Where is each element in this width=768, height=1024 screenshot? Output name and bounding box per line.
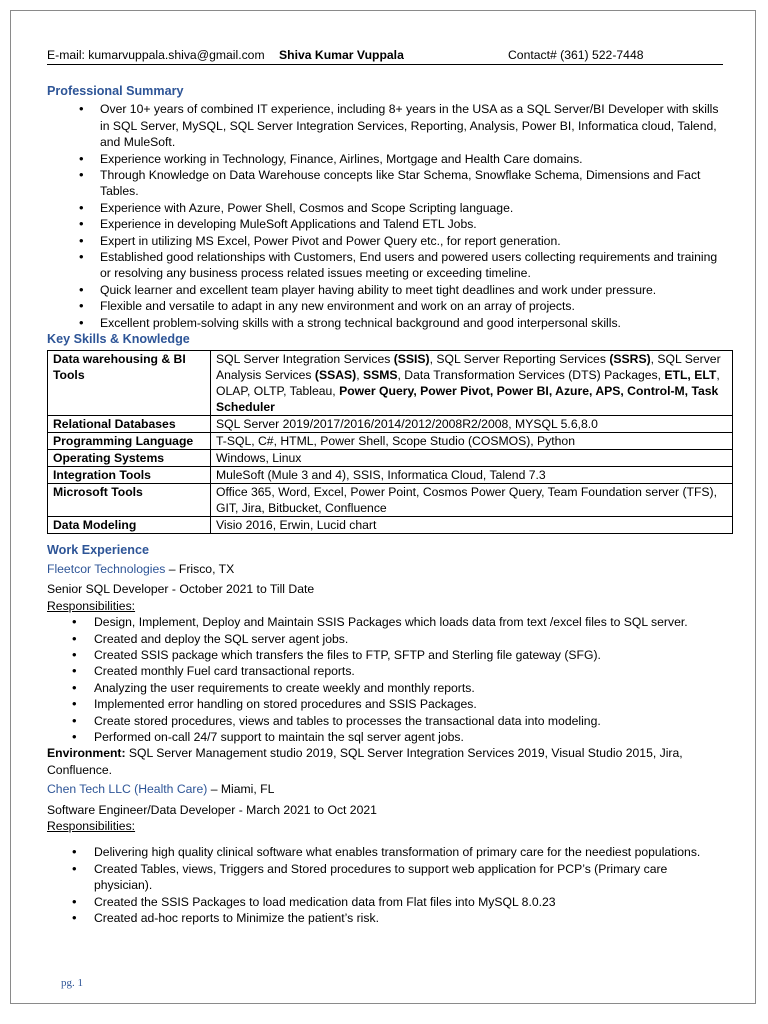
skill-text: , Data Transformation Services (DTS) Packages,: [397, 367, 665, 382]
summary-list: [47, 101, 723, 331]
header-name: Shiva Kumar Vuppala: [279, 48, 404, 62]
skill-text-bold: ETL, ELT: [664, 367, 717, 382]
resume-page: [10, 10, 756, 1004]
skill-value: SQL Server 2019/2017/2016/2014/2012/2008R2/2008, MYSQL 5.6,8.0: [211, 415, 733, 432]
responsibilities-label: Responsibilities:: [47, 598, 136, 613]
responsibilities-label: Responsibilities:: [47, 819, 136, 833]
skill-text-bold: (SSRS): [609, 351, 651, 366]
skills-title: Key Skills & Knowledge: [47, 332, 190, 347]
list-item: • Delivering high quality clinical software what enables transformation of primary care for the neediest populations.: [47, 844, 723, 860]
job-environment: [47, 745, 723, 778]
summary-item: • Experience working in Technology, Finance, Airlines, Mortgage and Health Care domains.: [47, 151, 723, 167]
skill-category: Data warehousing & BI Tools: [48, 350, 211, 415]
skill-text: , SQL Server Reporting Services: [429, 351, 610, 366]
list-item: • Created and deploy the SQL server agent jobs.: [47, 631, 723, 647]
list-item: • Create stored procedures, views and tables to processes the transactional data into modeling.: [47, 713, 723, 729]
skill-category: Programming Language: [48, 432, 211, 449]
skill-category: Microsoft Tools: [48, 483, 211, 516]
skill-text-bold: Power Query, Power Pivot, Power BI, Azure, APS, Control-M, Task Scheduler: [216, 383, 719, 414]
skill-text: SQL Server Integration Services: [216, 351, 394, 366]
table-row: [48, 466, 733, 483]
skill-value: Visio 2016, Erwin, Lucid chart: [211, 516, 733, 533]
company-name: Chen Tech LLC (Health Care): [47, 782, 208, 797]
table-row: [48, 483, 733, 516]
summary-item: • Expert in utilizing MS Excel, Power Pivot and Power Query etc., for report generation.: [47, 233, 723, 249]
skill-value: Office 365, Word, Excel, Power Point, Cosmos Power Query, Team Foundation server (TFS), GIT, Jira, Bitbucket, Confluence: [211, 483, 733, 516]
company-location: – Frisco, TX: [165, 561, 235, 576]
environment-text: SQL Server Management studio 2019, SQL Server Integration Services 2019, Visual Studio 2015, Jira, Confluence.: [47, 746, 683, 777]
skill-text: ,: [356, 367, 363, 382]
header-email: E-mail: kumarvuppala.shiva@gmail.com: [47, 48, 265, 62]
table-row: [48, 432, 733, 449]
skill-category: Relational Databases: [48, 415, 211, 432]
skill-value: T-SQL, C#, HTML, Power Shell, Scope Studio (COSMOS), Python: [211, 432, 733, 449]
list-item: • Created monthly Fuel card transactional reports.: [47, 663, 723, 679]
list-item: • Created Tables, views, Triggers and Stored procedures to support web application for PCP’s (Primary care physician).: [47, 861, 723, 894]
summary-item: • Excellent problem-solving skills with a strong technical background and good interpersonal skills.: [47, 315, 723, 331]
responsibilities-list: [47, 614, 723, 745]
skill-value: [211, 350, 733, 415]
skill-text-bold: (SSIS): [393, 351, 430, 366]
skill-text: , SQL Server Analysis Services: [216, 351, 721, 382]
summary-item: • Established good relationships with Customers, End users and powered users collecting requirements and training or resolving any business process related issues meeting or exceeding timeline.: [47, 249, 723, 282]
job-company: [47, 781, 723, 797]
summary-item: • Quick learner and excellent team player having ability to meet tight deadlines and work under pressure.: [47, 282, 723, 298]
job-role: Senior SQL Developer - October 2021 to Till Date: [47, 582, 315, 597]
skill-category: Data Modeling: [48, 516, 211, 533]
summary-item: • Flexible and versatile to adapt in any new environment and work on an array of projects.: [47, 298, 723, 314]
table-row: [48, 350, 733, 415]
table-row: [48, 516, 733, 533]
skill-text-bold: SSMS: [362, 367, 398, 382]
table-row: [48, 449, 733, 466]
resume-header: [47, 47, 723, 63]
skills-table: [47, 350, 733, 534]
responsibilities-list: [47, 844, 723, 926]
skill-category: Integration Tools: [48, 466, 211, 483]
header-contact: Contact# (361) 522-7448: [508, 48, 644, 62]
list-item: • Created ad-hoc reports to Minimize the patient’s risk.: [47, 910, 723, 926]
summary-item: • Over 10+ years of combined IT experience, including 8+ years in the USA as a SQL Server/BI Developer with skills in SQL Server, MySQL, SQL Server Integration Services, Reporting, Analysis, Power BI, Informatica cloud, Talend, and MuleSoft.: [47, 101, 723, 150]
summary-item: • Through Knowledge on Data Warehouse concepts like Star Schema, Snowflake Schema, Dimensions and Fact Tables.: [47, 167, 723, 200]
list-item: • Created the SSIS Packages to load medication data from Flat files into MySQL 8.0.23: [47, 894, 723, 910]
summary-item: • Experience with Azure, Power Shell, Cosmos and Scope Scripting language.: [47, 200, 723, 216]
summary-title: Professional Summary: [47, 84, 184, 98]
skill-category: Operating Systems: [48, 449, 211, 466]
list-item: • Analyzing the user requirements to create weekly and monthly reports.: [47, 680, 723, 696]
job-role: Software Engineer/Data Developer - March 2021 to Oct 2021: [47, 802, 377, 817]
list-item: • Implemented error handling on stored procedures and SSIS Packages.: [47, 696, 723, 712]
company-name: Fleetcor Technologies: [47, 561, 166, 576]
list-item: • Design, Implement, Deploy and Maintain SSIS Packages which loads data from text /excel files to SQL server.: [47, 614, 723, 630]
skill-value: MuleSoft (Mule 3 and 4), SSIS, Informatica Cloud, Talend 7.3: [211, 466, 733, 483]
skill-text: , OLAP, OLTP, Tableau,: [216, 367, 720, 398]
skill-text-bold: (SSAS): [314, 367, 357, 382]
list-item: • Created SSIS package which transfers the files to FTP, SFTP and Sterling file gateway (SFG).: [47, 647, 723, 663]
company-location: – Miami, FL: [207, 782, 275, 797]
resume-content: [47, 47, 723, 926]
spacer: [47, 834, 723, 844]
table-row: [48, 415, 733, 432]
header-divider: [47, 64, 723, 65]
environment-label: Environment:: [47, 746, 126, 761]
work-title: Work Experience: [47, 542, 149, 557]
summary-item: • Experience in developing MuleSoft Applications and Talend ETL Jobs.: [47, 216, 723, 232]
job-company: [47, 561, 723, 577]
list-item: • Performed on-call 24/7 support to maintain the sql server agent jobs.: [47, 729, 723, 745]
page-number: pg. 1: [61, 977, 83, 989]
skill-value: Windows, Linux: [211, 449, 733, 466]
